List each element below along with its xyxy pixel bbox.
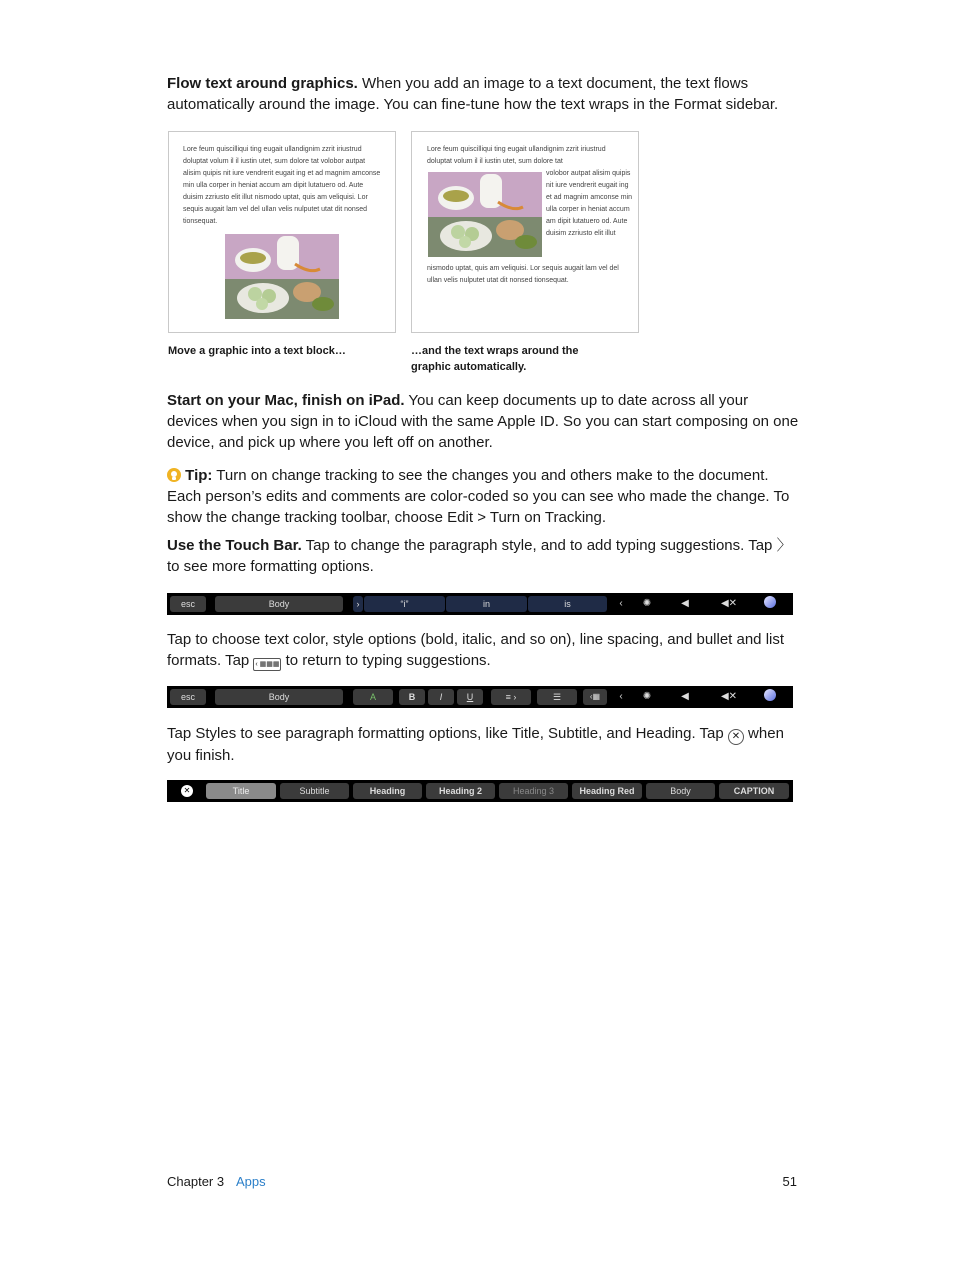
figure-before xyxy=(168,131,396,333)
mute-icon[interactable]: ◀✕ xyxy=(720,598,738,609)
esc-key[interactable]: esc xyxy=(170,689,206,705)
styles-paragraph xyxy=(167,723,799,766)
close-icon[interactable]: ✕ xyxy=(180,783,194,799)
touchbar-styles xyxy=(167,780,793,802)
italic-key[interactable]: I xyxy=(428,689,454,705)
style-heading-3[interactable]: Heading 3 xyxy=(499,783,568,799)
tea-photo-wrapped xyxy=(428,172,542,257)
style-body[interactable]: Body xyxy=(646,783,715,799)
style-key[interactable]: Body xyxy=(215,689,343,705)
style-heading[interactable]: Heading xyxy=(353,783,422,799)
volume-icon[interactable]: ◀ xyxy=(681,691,689,702)
mute-icon[interactable]: ◀✕ xyxy=(720,691,738,702)
color-text-1: Tap to choose text color, style options (bold, italic, and so on), line spacing, and bullet and list formats. Tap xyxy=(167,631,785,669)
footer-section-link[interactable]: Apps xyxy=(236,1174,266,1189)
flow-paragraph xyxy=(167,73,799,115)
tip-text: Turn on change tracking to see the changes you and others make to the document. Each person’s edits and comments are color-coded so you can see who made the change. To show the change tracking toolbar, choose Edit > Turn on Tracking. xyxy=(167,467,790,526)
touchbar-suggestions xyxy=(167,593,793,615)
figure-after xyxy=(411,131,639,333)
siri-icon[interactable] xyxy=(763,689,777,705)
tip-paragraph xyxy=(167,465,799,528)
style-heading-2[interactable]: Heading 2 xyxy=(426,783,495,799)
tip-heading: Tip: xyxy=(185,467,213,484)
chevron-right-icon: 〉 xyxy=(776,537,792,554)
flow-text: When you add an image to a text document, the text flows automatically around the image. You can fine-tune how the text wraps in the Format sidebar. xyxy=(167,75,779,113)
esc-key[interactable]: esc xyxy=(170,596,206,612)
caption-left: Move a graphic into a text block… xyxy=(168,345,346,357)
color-text-2: to return to typing suggestions. xyxy=(281,652,491,669)
style-heading-red[interactable]: Heading Red xyxy=(572,783,642,799)
text-color-key[interactable]: A xyxy=(353,689,393,705)
underline-key[interactable]: U xyxy=(457,689,483,705)
mac-paragraph xyxy=(167,390,799,453)
figure-left-text: Lore feum quiscilliqui ting eugait ullandignim zzrit iriustrud doluptat volum il il iustin utet, sum dolore tat volobor autpat alisim quipis nit iure vendrerit eugait ing et ad magnim amconse min ulla corper in heniat accum am dipit lutatuero od. Aute duisim zzriusto elit illut nismodo uptat, quis am veliquisi. Lor sequis augait lam vel del ullan velis nulputet utat dit nonsed tionsequat. xyxy=(183,146,381,225)
close-icon: ✕ xyxy=(728,729,744,745)
flow-heading: Flow text around graphics. xyxy=(167,75,358,92)
style-caption[interactable]: CAPTION xyxy=(719,783,789,799)
bold-key[interactable]: B xyxy=(399,689,425,705)
brightness-icon[interactable]: ✺ xyxy=(642,691,652,702)
page-number: 51 xyxy=(782,1174,797,1189)
caption-right: …and the text wraps around the graphic automatically. xyxy=(411,345,579,373)
figure-right-top-text: Lore feum quiscilliqui ting eugait ullandignim zzrit iriustrud doluptat volum il il iustin utet, sum dolore tat xyxy=(427,146,606,165)
suggestion-2[interactable]: in xyxy=(446,596,527,612)
styles-text-2: when you finish. xyxy=(167,725,784,764)
touchbar-text-1: Tap to change the paragraph style, and to add typing suggestions. Tap xyxy=(301,537,777,554)
line-spacing-icon[interactable]: ≡ › xyxy=(491,689,531,705)
touchbar-heading: Use the Touch Bar. xyxy=(167,537,302,554)
lightbulb-icon xyxy=(167,468,181,482)
figure-right-bottom-text: nismodo uptat, quis am veliquisi. Lor sequis augait lam vel del ullan velis nulputet utat dit nonsed tionsequat. xyxy=(427,265,619,284)
touchbar-paragraph xyxy=(167,535,799,577)
suggestion-1[interactable]: “i” xyxy=(364,596,445,612)
style-key[interactable]: Body xyxy=(215,596,343,612)
chevron-left-icon[interactable]: ‹ xyxy=(619,691,623,702)
style-title[interactable]: Title xyxy=(206,783,276,799)
keyboard-icon: ‹ ▦▦▦ xyxy=(253,658,281,671)
mac-text: You can keep documents up to date across all your devices when you sign in to iCloud with the same Apple ID. So you can start composing on one device, and pick up where you left off on another. xyxy=(167,392,799,451)
siri-icon[interactable] xyxy=(763,596,777,612)
brightness-icon[interactable]: ✺ xyxy=(642,598,652,609)
touchbar-text-2: to see more formatting options. xyxy=(167,558,374,575)
style-subtitle[interactable]: Subtitle xyxy=(280,783,349,799)
footer-chapter: Chapter 3 xyxy=(167,1174,225,1189)
list-icon[interactable]: ☰ xyxy=(537,689,577,705)
keyboard-icon[interactable]: ‹▦ xyxy=(583,689,607,705)
tea-photo xyxy=(225,234,339,319)
suggestion-3[interactable]: is xyxy=(528,596,607,612)
chevron-left-icon[interactable]: ‹ xyxy=(619,598,623,609)
volume-icon[interactable]: ◀ xyxy=(681,598,689,609)
mac-heading: Start on your Mac, finish on iPad. xyxy=(167,392,405,409)
styles-text-1: Tap Styles to see paragraph formatting options, like Title, Subtitle, and Heading. Tap xyxy=(167,725,728,742)
touchbar-formatting xyxy=(167,686,793,708)
figure-right-side-text: volobor autpat alisim quipis nit iure vendrerit eugait ing et ad magnim amconse min ulla corper in heniat accum am dipit lutatuero od. Aute duisim zzriusto elit illut xyxy=(546,170,632,237)
color-paragraph xyxy=(167,629,799,671)
chevron-right-icon[interactable]: › xyxy=(353,596,363,612)
